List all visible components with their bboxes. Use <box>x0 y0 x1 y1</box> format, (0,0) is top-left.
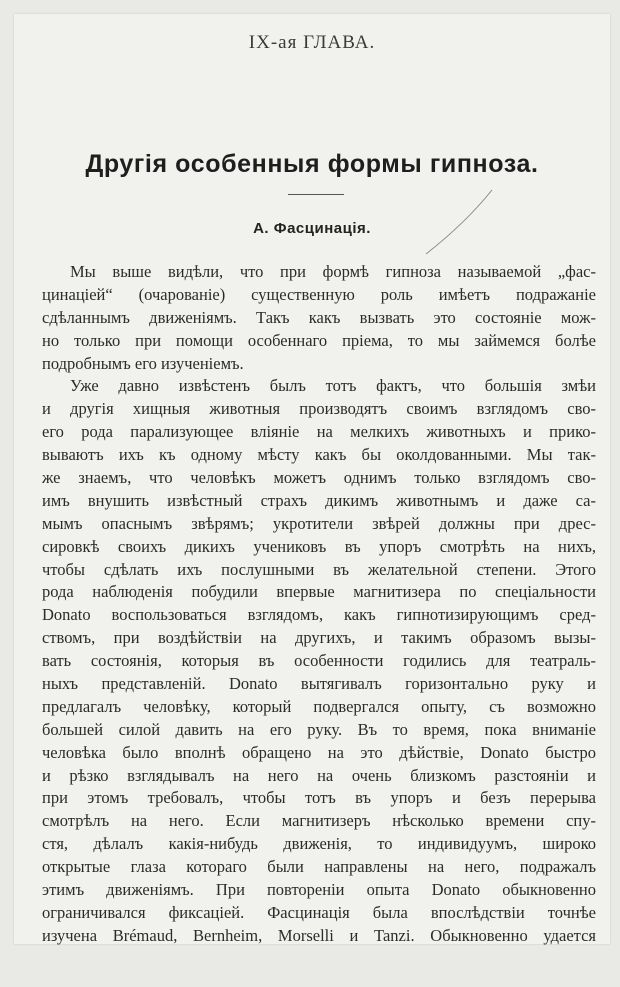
text-line: имъ внушить извѣстный страхъ дикимъ животнымъ и даже са- <box>42 490 596 510</box>
title-rule <box>288 194 344 195</box>
text-line: стя, дѣлалъ какія-нибудь движенія, то индивидуумъ, широко <box>42 834 596 854</box>
text-line: чтобы сдѣлать ихъ послушными въ желательной степени. Этого <box>42 559 596 579</box>
text-line: и рѣзко взглядывалъ на него на очень близкомъ разстояніи и <box>42 765 596 785</box>
text-line: Мы выше видѣли, что при формѣ гипноза называемой „фас- <box>70 262 596 281</box>
section-title: А. Фасцинація. <box>253 220 371 237</box>
text-line: ствомъ, при воздѣйствіи на другихъ, и такимъ образомъ вызы- <box>42 628 596 648</box>
running-head: IX-ая ГЛАВА. <box>248 32 376 53</box>
text-line: ныхъ представленій. Donato вытягивалъ горизонтально руку и <box>42 674 596 694</box>
text-line: его рода парализующее вліяніе на мелкихъ животныхъ и прико- <box>42 422 596 442</box>
text-line: цинаціей“ (очарованіе) существенную роль имѣетъ подражаніе <box>42 284 596 304</box>
text-line: и другія хищныя животныя производятъ своимъ взглядомъ сво- <box>42 399 596 419</box>
text-line: предлагалъ человѣку, который подвергался опыту, съ возможно <box>42 696 596 716</box>
text-line: Уже давно извѣстенъ былъ тотъ фактъ, что большія змѣи <box>70 376 596 396</box>
text-line: же знаемъ, что человѣкъ можетъ однимъ только взглядомъ сво- <box>42 468 596 488</box>
text-line: ограничивался фиксаціей. Фасцинація была впослѣдствіи точнѣе <box>42 902 596 922</box>
text-line: при этомъ требовалъ, чтобы тотъ въ упоръ и безъ перерыва <box>42 788 596 808</box>
text-line: сировкѣ своихъ дикихъ учениковъ въ упоръ смотрѣть на нихъ, <box>42 536 596 556</box>
text-line: сдѣланнымъ движеніямъ. Такъ какъ вызвать это состояніе мож- <box>42 307 596 327</box>
text-line: вать состоянія, которыя въ особенности годились для театраль- <box>42 651 596 671</box>
text-line: но только при помощи особеннаго пріема, то мы займемся болѣе <box>42 330 596 350</box>
chapter-title: Другія особенныя формы гипноза. <box>85 150 539 178</box>
text-line: изучена Brémaud, Bernheim, Morselli и Tanzi. Обыкновенно удается <box>42 925 596 945</box>
text-line: этимъ движеніямъ. При повтореніи опыта Donato обыкновенно <box>42 880 596 900</box>
text-line: большей силой давить на его руку. Въ то время, пока вниманіе <box>42 719 596 739</box>
text-line: подробнымъ его изученіемъ. <box>42 353 244 373</box>
text-line: рода наблюденія побудили впервые магнитизера по спеціальности <box>42 582 596 602</box>
text-line: вываютъ ихъ къ одному мѣсту какъ бы околдованными. Мы так- <box>42 445 596 465</box>
book-page <box>14 14 610 944</box>
text-line: Donato воспользоваться взглядомъ, какъ гипнотизирующимъ сред- <box>42 605 596 625</box>
body-text <box>42 261 596 948</box>
text-line: человѣка было вполнѣ обращено на это дѣйствіе, Donato быстро <box>42 742 596 762</box>
text-line: мымъ опаснымъ звѣрямъ; укротители звѣрей должны при дрес- <box>42 513 596 533</box>
text-line: открытые глаза котораго были направлены на него, подражалъ <box>42 857 596 877</box>
text-line: смотрѣлъ на него. Если магнитизеръ нѣсколько времени спу- <box>42 811 596 831</box>
